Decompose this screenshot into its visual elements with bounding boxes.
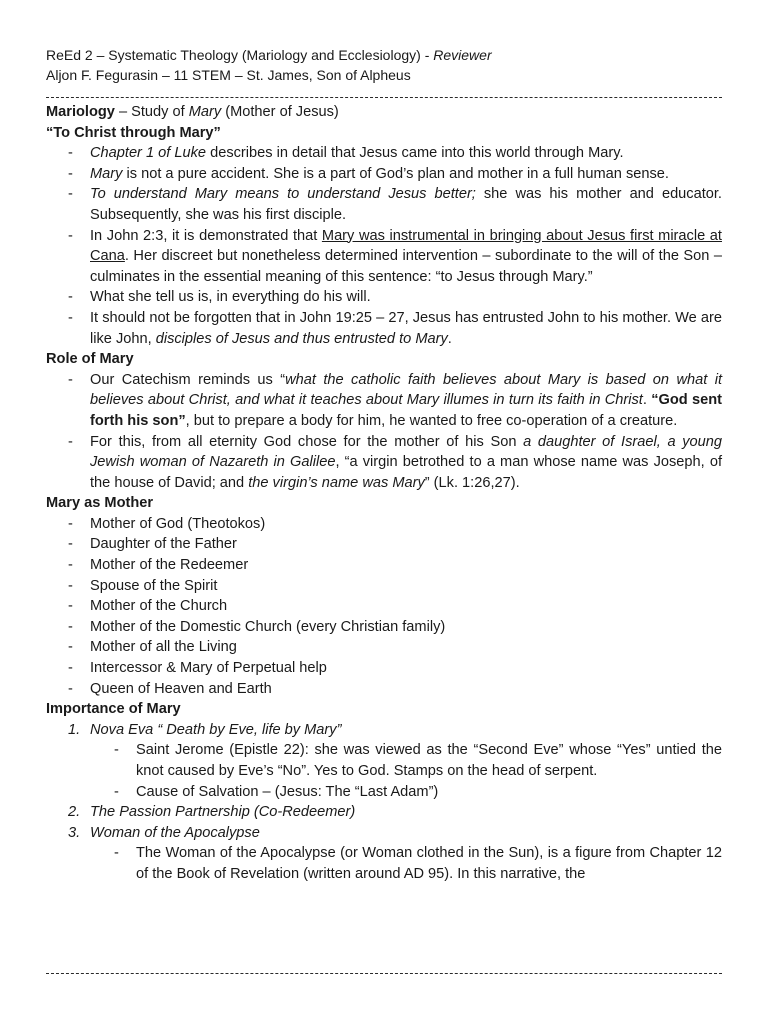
- item-text: is not a pure accident. She is a part of God’s plan and mother in a full human sense.: [122, 165, 669, 182]
- to-christ-list: [46, 143, 722, 349]
- virgins-name: the virgin’s name was Mary: [248, 474, 425, 491]
- section-heading-mother: Mary as Mother: [46, 495, 154, 512]
- item-text: describes in detail that Jesus came into this world through Mary.: [206, 145, 624, 162]
- item-text: For this, from all eternity God chose for the mother of his Son: [90, 433, 524, 450]
- luke-ref: Chapter 1 of Luke: [90, 145, 207, 162]
- mariology-dash: – Study of: [114, 104, 189, 120]
- nova-eva: Nova Eva “ Death by Eve, life by Mary”: [90, 721, 342, 738]
- item-text: It should not be forgotten that in John 19:25 – 27, Jesus has entrusted John to his mother. We are like John,: [90, 309, 722, 347]
- god-sent-son: “God sent forth his son”: [90, 392, 722, 429]
- apocalypse-sublist: [46, 843, 722, 884]
- catechism-quote: what the catholic faith believes about Mary is based on what it believes about Christ, and what it teaches about Mary illumes in turn its faith in Christ: [90, 371, 722, 409]
- nova-eva-sublist: [46, 740, 722, 802]
- numbered-item: [46, 802, 722, 823]
- item-number: 1.: [68, 721, 81, 738]
- sub-list-item: - Saint Jerome (Epistle 22): she was viewed as the “Second Eve” whose “Yes” untied the knot caused by Eve’s “No”. Yes to God. Stamps on the head of serpent.: [46, 740, 722, 781]
- list-item: - Mother of the Redeemer: [46, 555, 722, 576]
- item-text: , but to prepare a body for him, he wanted to free co-operation of a creature.: [185, 412, 678, 429]
- item-text: , “a virgin betrothed to a man whose name was Joseph, of the house of David; and: [90, 454, 722, 491]
- list-item: - Intercessor & Mary of Perpetual help: [46, 658, 722, 679]
- list-item: [46, 164, 722, 185]
- list-item: [46, 370, 722, 432]
- item-text: she was his mother and educator. Subsequently, she was his first disciple.: [90, 186, 722, 223]
- mariology-term: Mariology: [46, 104, 115, 120]
- importance-list: [46, 720, 722, 741]
- list-item: - Mother of all the Living: [46, 637, 722, 658]
- sub-list-item: - The Woman of the Apocalypse (or Woman clothed in the Sun), is a figure from Chapter 12 of the Book of Revelation (written around AD 95). In this narrative, the: [46, 843, 722, 884]
- section-heading-to-christ: “To Christ through Mary”: [46, 124, 221, 141]
- document-header: [46, 45, 726, 85]
- list-item: [46, 184, 722, 225]
- item-text: ” (Lk. 1:26,27).: [424, 474, 520, 491]
- cana-underline: Mary was instrumental in bringing about Jesus first miracle at Cana: [90, 227, 722, 265]
- item-text: Our Catechism reminds us “: [90, 371, 286, 388]
- importance-list-cont: [46, 802, 722, 843]
- daughter-of-israel: a daughter of Israel, a young Jewish woman of Nazareth in Galilee: [90, 433, 722, 471]
- bottom-dashed-divider: [46, 973, 722, 974]
- list-item: - Daughter of the Father: [46, 534, 722, 555]
- numbered-item: [46, 720, 722, 741]
- mother-list: [46, 514, 722, 699]
- item-number: 2.: [68, 804, 81, 821]
- list-item: [46, 432, 722, 494]
- course-title-reviewer: Reviewer: [433, 47, 492, 63]
- list-item: - Mother of the Domestic Church (every Christian family): [46, 617, 722, 638]
- course-title: ReEd 2 – Systematic Theology (Mariology and Ecclesiology) -: [46, 47, 434, 63]
- list-item: - Mother of the Church: [46, 596, 722, 617]
- course-title-line: [46, 45, 726, 65]
- document-body: [46, 102, 722, 885]
- mariology-mary: Mary: [188, 104, 222, 120]
- woman-apocalypse: Woman of the Apocalypse: [90, 824, 260, 841]
- list-item: - Queen of Heaven and Earth: [46, 679, 722, 700]
- mariology-rest: (Mother of Jesus): [221, 104, 339, 120]
- sub-list-item: - Cause of Salvation – (Jesus: The “Last Adam”): [46, 782, 722, 803]
- list-item: [46, 226, 722, 288]
- item-number: 3.: [68, 824, 81, 841]
- list-item: [46, 308, 722, 349]
- passion-partnership: The Passion Partnership (Co-Redeemer): [90, 804, 356, 821]
- section-heading-importance: Importance of Mary: [46, 701, 181, 718]
- role-list: [46, 370, 722, 494]
- top-dashed-divider: [46, 97, 722, 98]
- list-item: [46, 143, 722, 164]
- list-item: - What she tell us is, in everything do his will.: [46, 287, 722, 308]
- mariology-definition: [46, 102, 722, 123]
- numbered-item: [46, 823, 722, 844]
- item-text: . Her discreet but nonetheless determined intervention – subordinate to the will of the Son – culminates in the essential meaning of this sentence: “to Jesus through Mary.”: [90, 248, 722, 285]
- understand-mary: To understand Mary means to understand Jesus better;: [90, 186, 476, 203]
- item-text: .: [642, 392, 652, 409]
- author-line: Aljon F. Fegurasin – 11 STEM – St. James, Son of Alpheus: [46, 67, 411, 83]
- list-item: - Mother of God (Theotokos): [46, 514, 722, 535]
- mary-ref: Mary: [90, 165, 123, 182]
- list-item: - Spouse of the Spirit: [46, 576, 722, 597]
- item-text: .: [447, 330, 452, 347]
- disciples-italic: disciples of Jesus and thus entrusted to Mary: [155, 330, 448, 347]
- section-heading-role: Role of Mary: [46, 351, 134, 368]
- item-text: In John 2:3, it is demonstrated that: [90, 227, 322, 244]
